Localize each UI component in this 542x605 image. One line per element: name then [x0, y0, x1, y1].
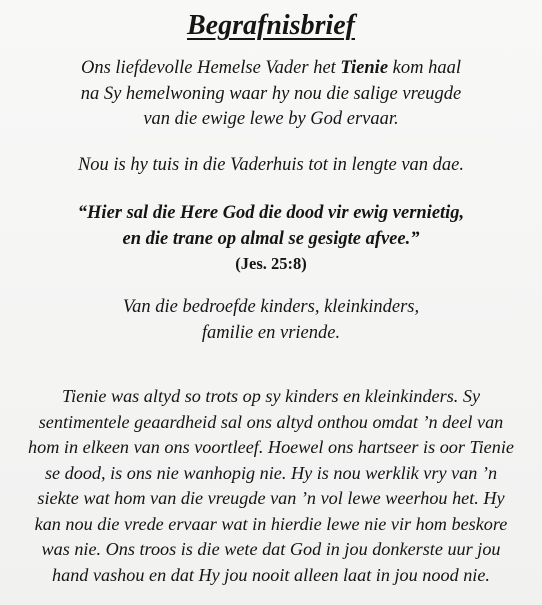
- deceased-name: Tienie: [340, 58, 389, 78]
- intro-paragraph: [0, 56, 542, 133]
- family-line-2: familie en vriende.: [201, 322, 341, 343]
- tribute-line: Tienie was altyd so trots op sy kinders en kleinkinders. Sy: [61, 386, 481, 406]
- intro-line-1-before: Ons liefdevolle Hemelse Vader het: [80, 58, 341, 78]
- quote-line-2: en die trane op almal se gesigte afvee.”: [122, 228, 420, 249]
- tribute-line: kan nou die vrede ervaar wat in hierdie lewe nie vir hom beskore: [34, 513, 508, 534]
- intro-line-1: [0, 56, 542, 82]
- family-signoff: [0, 295, 542, 346]
- scripture-reference: (Jes. 25:8): [235, 254, 307, 273]
- tribute-line: hand vashou en dat Hy jou nooit alleen laat in jou nood nie.: [52, 564, 490, 585]
- tribute-paragraph: [15, 384, 527, 588]
- tribute-line: was nie. Ons troos is die wete dat God in jou donkerste uur jou: [41, 539, 501, 559]
- intro-line-3: van die ewige lewe by God ervaar.: [143, 109, 399, 129]
- scripture-quote: [0, 201, 542, 252]
- family-line-1: Van die bedroefde kinders, kleinkinders,: [122, 297, 420, 317]
- tribute-line: sentimentele geaardheid sal ons altyd onthou omdat ’n deel van: [38, 411, 504, 432]
- intro-line-2: na Sy hemelwoning waar hy nou die salige vreugde: [80, 83, 462, 104]
- tribute-line: se dood, is ons nie wanhopig nie. Hy is nou werklik vry van ’n: [44, 462, 498, 483]
- intro-line-1-after: kom haal: [388, 58, 461, 78]
- quote-line-1: “Hier sal die Here God die dood vir ewig vernietig,: [77, 203, 465, 223]
- tribute-line: hom in elkeen van ons voortleef. Hoewel ons hartseer is oor Tienie: [28, 437, 514, 457]
- home-line: Nou is hy tuis in die Vaderhuis tot in lengte van dae.: [77, 155, 465, 175]
- page-title: Begrafnisbrief: [187, 10, 355, 41]
- tribute-line: siekte wat hom van die vreugde van ’n vol lewe weerhou het. Hy: [37, 488, 505, 508]
